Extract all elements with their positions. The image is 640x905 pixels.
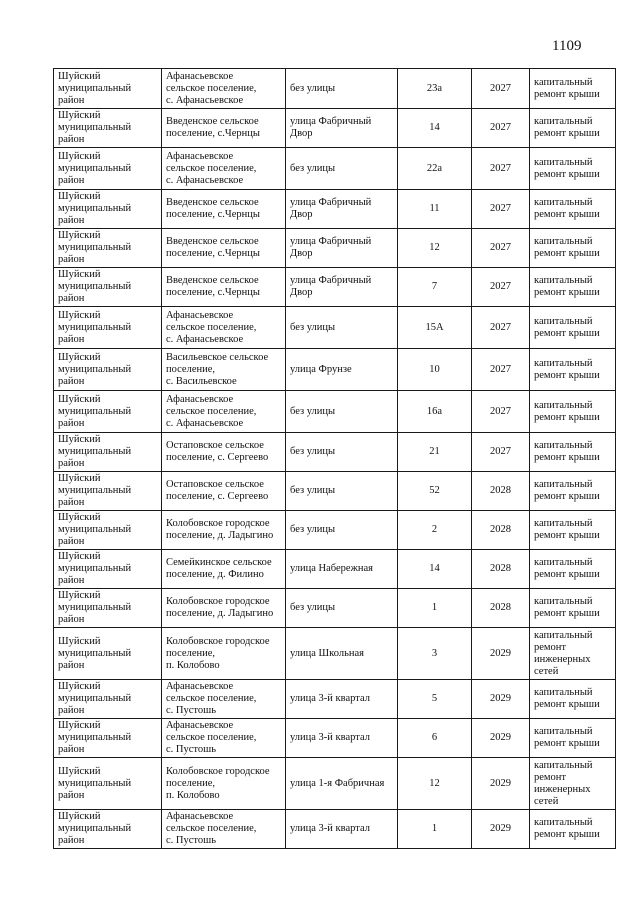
street-cell: без улицы [286,511,398,550]
year-cell: 2027 [472,148,530,190]
table-row [54,550,616,589]
year-cell: 2027 [472,349,530,391]
district-cell: Шуйский муниципальный район [54,349,162,391]
year-cell: 2028 [472,472,530,511]
district-cell: Шуйский муниципальный район [54,268,162,307]
settlement-cell: Афанасьевское сельское поселение, с. Пустошь [162,810,286,849]
settlement-cell: Афанасьевское сельское поселение, с. Пустошь [162,719,286,758]
year-cell: 2029 [472,758,530,810]
table-body [54,69,616,849]
settlement-cell: Остаповское сельское поселение, с. Сергеево [162,433,286,472]
settlement-cell: Введенское сельское поселение, с.Чернцы [162,229,286,268]
table-row [54,148,616,190]
page-number: 1109 [552,38,582,54]
house-number-cell: 7 [398,268,472,307]
house-number-cell: 15А [398,307,472,349]
year-cell: 2029 [472,680,530,719]
settlement-cell: Афанасьевское сельское поселение, с. Афанасьевское [162,307,286,349]
district-cell: Шуйский муниципальный район [54,190,162,229]
settlement-cell: Семейкинское сельское поселение, д. Филино [162,550,286,589]
street-cell: улица Фабричный Двор [286,268,398,307]
work-type-cell: капитальный ремонт крыши [530,719,616,758]
house-number-cell: 12 [398,758,472,810]
settlement-cell: Остаповское сельское поселение, с. Сергеево [162,472,286,511]
settlement-cell: Введенское сельское поселение, с.Чернцы [162,190,286,229]
district-cell: Шуйский муниципальный район [54,472,162,511]
street-cell: улица Фрунзе [286,349,398,391]
table-row [54,229,616,268]
work-type-cell: капитальный ремонт крыши [530,349,616,391]
street-cell: улица Фабричный Двор [286,229,398,268]
work-type-cell: капитальный ремонт крыши [530,472,616,511]
house-number-cell: 21 [398,433,472,472]
house-number-cell: 14 [398,550,472,589]
district-cell: Шуйский муниципальный район [54,148,162,190]
district-cell: Шуйский муниципальный район [54,69,162,109]
district-cell: Шуйский муниципальный район [54,109,162,148]
district-cell: Шуйский муниципальный район [54,229,162,268]
table-row [54,758,616,810]
table-row [54,511,616,550]
work-type-cell: капитальный ремонт крыши [530,190,616,229]
settlement-cell: Введенское сельское поселение, с.Чернцы [162,268,286,307]
settlement-cell: Афанасьевское сельское поселение, с. Пустошь [162,680,286,719]
year-cell: 2029 [472,719,530,758]
district-cell: Шуйский муниципальный район [54,628,162,680]
work-type-cell: капитальный ремонт крыши [530,69,616,109]
street-cell: без улицы [286,391,398,433]
district-cell: Шуйский муниципальный район [54,810,162,849]
district-cell: Шуйский муниципальный район [54,719,162,758]
house-number-cell: 1 [398,810,472,849]
work-type-cell: капитальный ремонт крыши [530,229,616,268]
work-type-cell: капитальный ремонт крыши [530,433,616,472]
work-type-cell: капитальный ремонт крыши [530,391,616,433]
street-cell: без улицы [286,69,398,109]
settlement-cell: Афанасьевское сельское поселение, с. Афанасьевское [162,69,286,109]
settlement-cell: Колобовское городское поселение, д. Ладыгино [162,511,286,550]
settlement-cell: Афанасьевское сельское поселение, с. Афанасьевское [162,148,286,190]
house-number-cell: 12 [398,229,472,268]
settlement-cell: Введенское сельское поселение, с.Чернцы [162,109,286,148]
year-cell: 2027 [472,229,530,268]
street-cell: улица Фабричный Двор [286,109,398,148]
work-type-cell: капитальный ремонт крыши [530,307,616,349]
table-row [54,190,616,229]
housing-repair-table [53,68,616,849]
settlement-cell: Афанасьевское сельское поселение, с. Афанасьевское [162,391,286,433]
district-cell: Шуйский муниципальный район [54,589,162,628]
year-cell: 2029 [472,628,530,680]
house-number-cell: 23а [398,69,472,109]
table-row [54,391,616,433]
house-number-cell: 5 [398,680,472,719]
district-cell: Шуйский муниципальный район [54,307,162,349]
street-cell: улица Набережная [286,550,398,589]
street-cell: без улицы [286,307,398,349]
house-number-cell: 10 [398,349,472,391]
house-number-cell: 1 [398,589,472,628]
street-cell: улица 3-й квартал [286,680,398,719]
district-cell: Шуйский муниципальный район [54,680,162,719]
district-cell: Шуйский муниципальный район [54,550,162,589]
year-cell: 2027 [472,69,530,109]
year-cell: 2027 [472,109,530,148]
table-row [54,680,616,719]
table-row [54,307,616,349]
table-row [54,349,616,391]
house-number-cell: 52 [398,472,472,511]
work-type-cell: капитальный ремонт крыши [530,148,616,190]
house-number-cell: 3 [398,628,472,680]
settlement-cell: Колобовское городское поселение, п. Колобово [162,628,286,680]
table-row [54,69,616,109]
year-cell: 2027 [472,391,530,433]
year-cell: 2028 [472,550,530,589]
work-type-cell: капитальный ремонт крыши [530,109,616,148]
house-number-cell: 22а [398,148,472,190]
street-cell: без улицы [286,433,398,472]
table-row [54,628,616,680]
table-row [54,719,616,758]
year-cell: 2027 [472,268,530,307]
street-cell: без улицы [286,472,398,511]
street-cell: улица Школьная [286,628,398,680]
settlement-cell: Колобовское городское поселение, д. Ладыгино [162,589,286,628]
table-row [54,472,616,511]
street-cell: улица 3-й квартал [286,719,398,758]
settlement-cell: Васильевское сельское поселение, с. Васильевское [162,349,286,391]
table-row [54,810,616,849]
work-type-cell: капитальный ремонт крыши [530,810,616,849]
table-row [54,268,616,307]
work-type-cell: капитальный ремонт инженерных сетей [530,758,616,810]
table-row [54,589,616,628]
table-row [54,433,616,472]
year-cell: 2028 [472,589,530,628]
year-cell: 2027 [472,190,530,229]
work-type-cell: капитальный ремонт крыши [530,268,616,307]
district-cell: Шуйский муниципальный район [54,433,162,472]
street-cell: улица 3-й квартал [286,810,398,849]
work-type-cell: капитальный ремонт крыши [530,550,616,589]
street-cell: без улицы [286,148,398,190]
work-type-cell: капитальный ремонт инженерных сетей [530,628,616,680]
house-number-cell: 14 [398,109,472,148]
year-cell: 2029 [472,810,530,849]
house-number-cell: 2 [398,511,472,550]
year-cell: 2027 [472,307,530,349]
district-cell: Шуйский муниципальный район [54,758,162,810]
year-cell: 2028 [472,511,530,550]
settlement-cell: Колобовское городское поселение, п. Колобово [162,758,286,810]
house-number-cell: 6 [398,719,472,758]
district-cell: Шуйский муниципальный район [54,511,162,550]
street-cell: без улицы [286,589,398,628]
house-number-cell: 11 [398,190,472,229]
house-number-cell: 16а [398,391,472,433]
district-cell: Шуйский муниципальный район [54,391,162,433]
street-cell: улица Фабричный Двор [286,190,398,229]
work-type-cell: капитальный ремонт крыши [530,511,616,550]
street-cell: улица 1-я Фабричная [286,758,398,810]
year-cell: 2027 [472,433,530,472]
work-type-cell: капитальный ремонт крыши [530,680,616,719]
work-type-cell: капитальный ремонт крыши [530,589,616,628]
table-row [54,109,616,148]
